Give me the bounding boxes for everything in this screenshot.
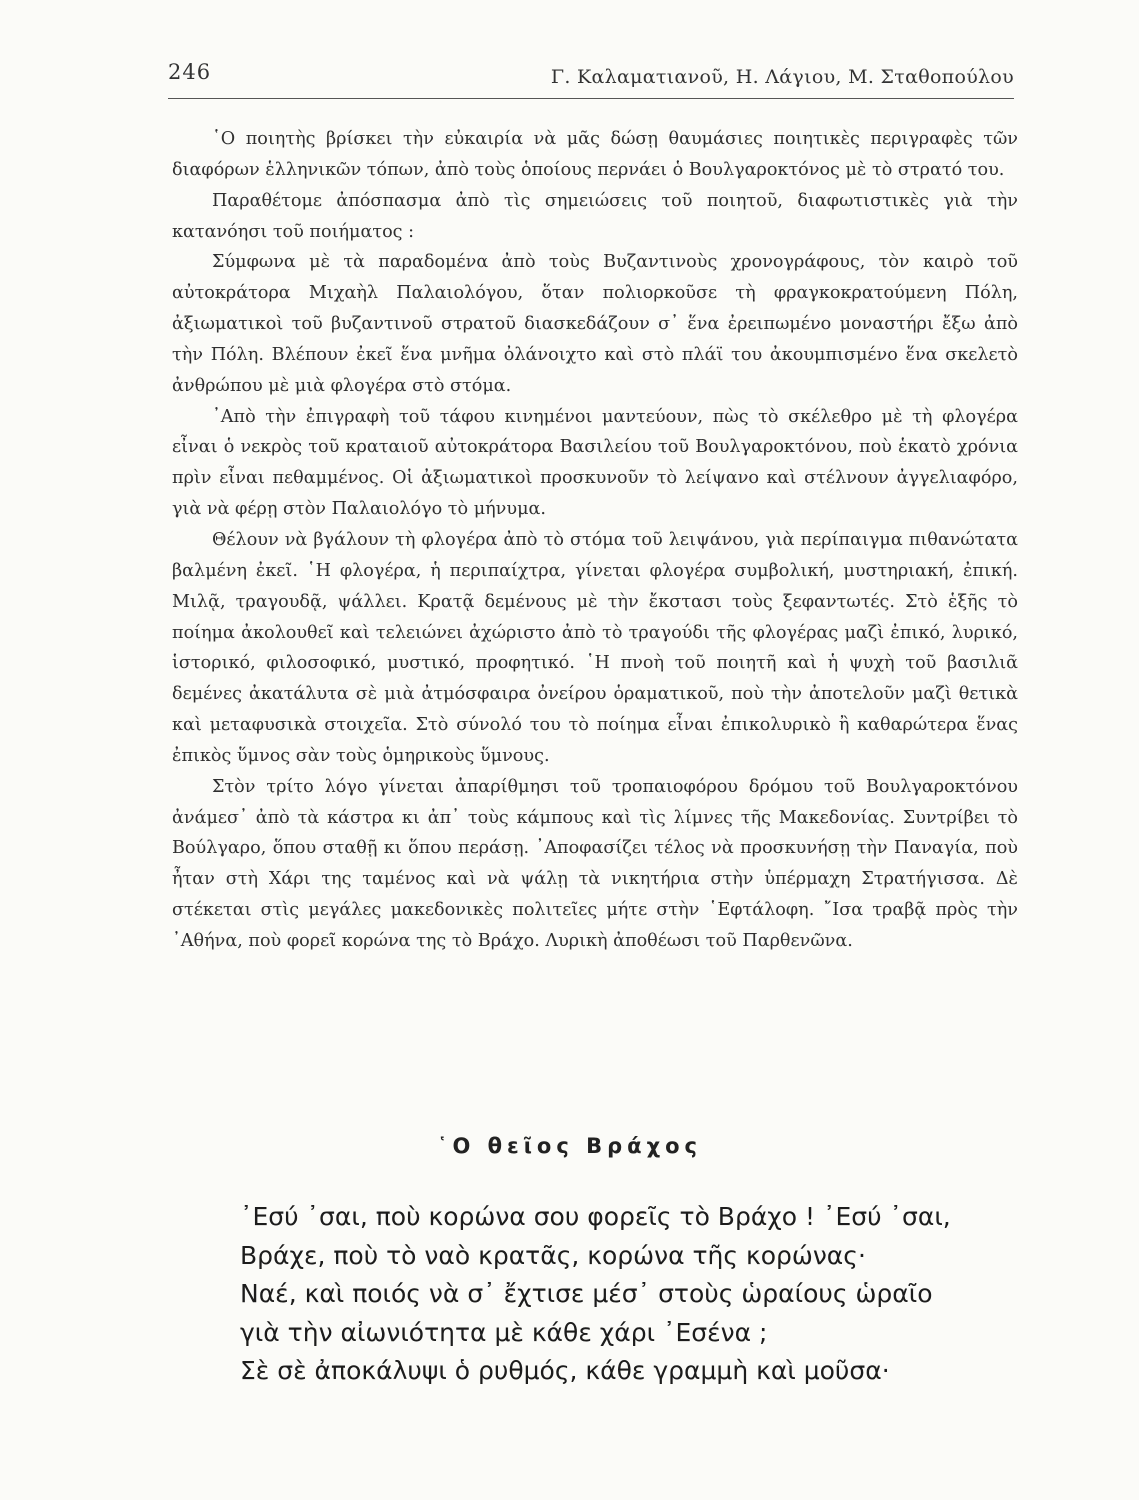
paragraph: Παραθέτομε ἀπόσπασμα ἀπὸ τὶς σημειώσεις τοῦ ποιητοῦ, διαφωτιστικὲς γιὰ τὴν κατανόησι τοῦ ποιήματος : [172,190,1018,242]
paragraph: ᾿Απὸ τὴν ἐπιγραφὴ τοῦ τάφου κινημένοι μαντεύουν, πὼς τὸ σκέλεθρο μὲ τὴ φλογέρα εἶναι ὁ νεκρὸς τοῦ κραταιοῦ αὐτοκράτορα Βασιλείου τοῦ Βουλγαροκτόνου, ποὺ ἑκατὸ χρόνια πρὶν εἶναι πεθαμμένος. Οἱ ἀξιωματικοὶ προσκυνοῦν τὸ λείψανο καὶ στέλνουν ἀγγελιαφόρο, γιὰ νὰ φέρῃ στὸν Παλαιολόγο τὸ μήνυμα. [172,406,1018,520]
poem-line: Σὲ σὲ ἀποκάλυψι ὁ ρυθμός, κάθε γραμμὴ καὶ μοῦσα· [240,1356,890,1385]
body-text [172,124,1018,957]
poem [240,1198,1030,1391]
poem-line: Ναέ, καὶ ποιός νὰ σ᾿ ἔχτισε μέσ᾿ στοὺς ὡραίους ὡραῖο [240,1279,933,1308]
page-number: 246 [168,60,212,84]
poem-line: Βράχε, ποὺ τὸ ναὸ κρατᾶς, κορώνα τῆς κορώνας· [240,1240,866,1270]
poem-line: ᾿Εσύ ᾿σαι, ποὺ κορώνα σου φορεῖς τὸ Βράχο ! ᾿Εσύ ᾿σαι, [240,1202,951,1231]
poem-line: γιὰ τὴν αἰωνιότητα μὲ κάθε χάρι ᾿Εσένα ; [240,1317,768,1347]
paragraph: ῾Ο ποιητὴς βρίσκει τὴν εὐκαιρία νὰ μᾶς δώσῃ θαυμάσιες ποιητικὲς περιγραφὲς τῶν διαφόρων ἑλληνικῶν τόπων, ἀπὸ τοὺς ὁποίους περνάει ὁ Βουλγαροκτόνος μὲ τὸ στρατό του. [172,129,1018,180]
running-title: Γ. Καλαματιανοῦ, Η. Λάγιου, Μ. Σταθοπούλου [550,66,1014,88]
poem-title: ῾Ο θεῖος Βράχος [436,1134,703,1158]
paragraph: Στὸν τρίτο λόγο γίνεται ἀπαρίθμησι τοῦ τροπαιοφόρου δρόμου τοῦ Βουλγαροκτόνου ἀνάμεσ᾿ ἀπὸ τὰ κάστρα κι ἀπ᾿ τοὺς κάμπους καὶ τὶς λίμνες τῆς Μακεδονίας. Συντρίβει τὸ Βούλγαρο, ὅπου σταθῇ κι ὅπου περάσῃ. ᾿Αποφασίζει τέλος νὰ προσκυνήσῃ τὴν Παναγία, ποὺ ἦταν στὴ Χάρι της ταμένος καὶ νὰ ψάλῃ τὰ νικητήρια στὴν ὑπέρμαχη Στρατήγισσα. Δὲ στέκεται στὶς μεγάλες μακεδονικὲς πολιτεῖες μήτε στὴν ῾Εφτάλοφη. ῎Ισα τραβᾷ πρὸς τὴν ᾿Αθήνα, ποὺ φορεῖ κορώνα της τὸ Βράχο. Λυρικὴ ἀποθέωσι τοῦ Παρθενῶνα. [172,776,1018,951]
page-header [168,58,1014,99]
paragraph: Σύμφωνα μὲ τὰ παραδομένα ἀπὸ τοὺς Βυζαντινοὺς χρονογράφους, τὸν καιρὸ τοῦ αὐτοκράτορα Μιχαὴλ Παλαιολόγου, ὅταν πολιορκοῦσε τὴ φραγκοκρατούμενη Πόλη, ἀξιωματικοὶ τοῦ βυζαντινοῦ στρατοῦ διασκεδάζουν σ᾿ ἕνα ἐρειπωμένο μοναστήρι ἔξω ἀπὸ τὴν Πόλη. Βλέπουν ἐκεῖ ἕνα μνῆμα ὀλάνοιχτο καὶ στὸ πλάϊ του ἀκουμπισμένο ἕνα σκελετὸ ἀνθρώπου μὲ μιὰ φλογέρα στὸ στόμα. [172,252,1018,396]
paragraph: Θέλουν νὰ βγάλουν τὴ φλογέρα ἀπὸ τὸ στόμα τοῦ λειψάνου, γιὰ περίπαιγμα πιθανώτατα βαλμένη ἐκεῖ. ῾Η φλογέρα, ἡ περιπαίχτρα, γίνεται φλογέρα συμβολική, μυστηριακή, ἐπική. Μιλᾷ, τραγουδᾷ, ψάλλει. Κρατᾷ δεμένους μὲ τὴν ἔκστασι τοὺς ξεφαντωτές. Στὸ ἑξῆς τὸ ποίημα ἀκολουθεῖ καὶ τελειώνει ἀχώριστο ἀπὸ τὸ τραγούδι τῆς φλογέρας μαζὶ ἐπικό, λυρικό, ἱστορικό, φιλοσοφικό, μυστικό, προφητικό. ῾Η πνοὴ τοῦ ποιητῆ καὶ ἡ ψυχὴ τοῦ βασιλιᾶ δεμένες ἀκατάλυτα σὲ μιὰ ἀτμόσφαιρα ὀνείρου ὁραματικοῦ, ποὺ τὴν ἀποτελοῦν μαζὶ θετικὰ καὶ μεταφυσικὰ στοιχεῖα. Στὸ σύνολό του τὸ ποίημα εἶναι ἐπικολυρικὸ ἢ καθαρώτερα ἕνας ἐπικὸς ὕμνος σὰν τοὺς ὁμηρικοὺς ὕμνους. [172,529,1018,766]
